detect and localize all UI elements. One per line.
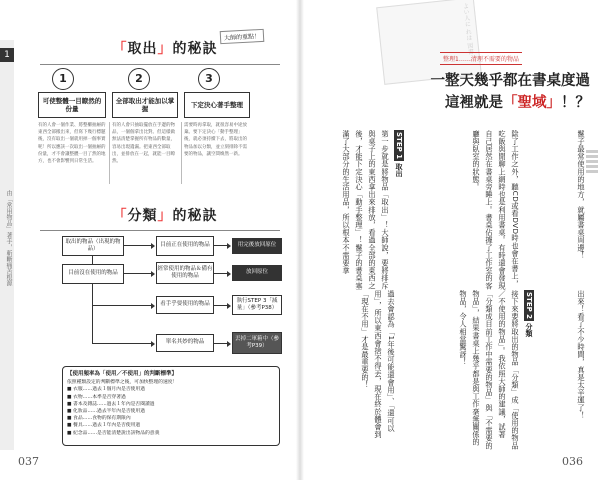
step1-heading: STEP 1取出: [395, 132, 403, 178]
flow-arrow: [214, 343, 228, 344]
flow-arrow-head: [151, 271, 155, 277]
flow-arrow-head: [151, 341, 155, 347]
step2-heading: STEP 2分類: [525, 292, 533, 338]
main-title-line-1: 一整天幾乎都在書桌度過: [430, 73, 590, 89]
page-number-left: 037: [18, 455, 39, 468]
flow-arrow: [214, 273, 228, 274]
flow-in-use-box: 目前正在使用的物品: [156, 236, 214, 256]
flow-start-box: 取出的物品（出現的物品）: [62, 236, 124, 256]
criteria-item: ■ 食品……食物的保有期限內: [67, 416, 131, 422]
flow-arrow: [214, 245, 228, 246]
body-text-f: 過去會認為「1年後可能還會用」、「還可以用」，所以東西會捨不得丟，現在終於體會到「現在不用」才是最重要的！: [361, 290, 396, 439]
flow-arrow-head: [227, 341, 231, 347]
flow-step2-box: 丟掉二軍箱中（參考P39）: [232, 332, 282, 354]
chapter-number: 1: [0, 48, 14, 62]
master-point-tag: 大師的重點！: [220, 29, 265, 44]
flow-arrow: [124, 273, 152, 274]
right-page: [300, 0, 600, 480]
chapter-side-tab: [0, 40, 14, 450]
tip-number-3: 3: [198, 68, 220, 90]
flow-not-in-use-box: 目前沒在使用的物品: [62, 264, 124, 284]
criteria-item: ■ 紀念品……是否能清楚說出該物品的意義: [67, 430, 160, 436]
flow-arrow: [214, 305, 228, 306]
flow-arrow-head: [151, 303, 155, 309]
tip-heading-1: 可使整體一目瞭然的份量: [38, 92, 106, 118]
section-tag: 整理1……清理不需要的物品: [440, 52, 522, 65]
flow-step3-box: 執行STEP 3「減量」（參考P38）: [232, 295, 282, 315]
flow-arrow: [92, 343, 152, 344]
flow-arrow-head: [227, 271, 231, 277]
flow-want-fix-box: 看手乎要使用的物品: [156, 296, 214, 314]
flow-arrow-head: [151, 243, 155, 249]
tip-heading-3: 下定決心著手整理: [184, 92, 250, 118]
flow-arrow: [92, 256, 93, 264]
flow-arrow-head: [227, 303, 231, 309]
body-text-b: 除了工作之外，聽CD或看DVD時也會在書上，吃飯與閒聊上網時也是利用書桌。有時還會發現自己居然在書桌旁睡上。書桌佔據了工作室的客廳與臥室的狀態。: [472, 130, 520, 290]
criteria-intro: 依照種類設定的判斷標準之後，可加快整理的速度！: [67, 380, 178, 386]
criteria-item: ■ 衣物……本季是否穿著過: [67, 394, 126, 400]
tip-number-1: 1: [52, 68, 74, 90]
body-text-a: 鬣子最常使用的地方，就屬書桌周邊！: [577, 130, 586, 260]
criteria-box: [62, 366, 280, 446]
criteria-item: ■ 化妝品……過去半年內是否使用過: [67, 409, 146, 414]
chapter-side-text: 由「常用物品」著手，斬斷痛苦根源: [5, 190, 12, 286]
torichu-section-title: 「取出」的秘訣: [112, 41, 218, 57]
right-edge-stripes: [586, 150, 598, 175]
body-text-e: 接下來要將取出的物品「分類」成「使用的物品／不使用的物品」。我依照大師的建議，試著「分類成目前工作中需要的物品」與「不需要的物品」，結果書桌上幾乎都是與工作毫無關係的物品，令人相當驚訝！: [459, 290, 520, 450]
divider: [109, 122, 110, 184]
bunrui-section-title: 「分類」的秘訣: [112, 208, 218, 224]
flow-arrow: [124, 245, 152, 246]
criteria-item: ■ 衣服……過去１個月內是否使用過: [67, 387, 146, 393]
flow-no-use-box: 單名其妙的物品: [156, 334, 214, 352]
tip-desc-3: 需要時再拿取，就很容易中途放棄。要下定決心「動手整理」後，就必須持續下去，將取出的物品加以分類，並立刻排除不需要的物品，讓空間煥然一新。: [184, 123, 247, 157]
tip-desc-1: 有的人會一個作業、將整櫃抽屜的東西全部搬出來，但寫下幾行標題後，沒有取出一個就用掉一個事實呢！所以應該一次取出一個抽屜的份量，才不會讓整體一目了然的地方，也不會影響到日常生活。: [38, 123, 106, 164]
main-title-line-2: 這裡就是「聖域」！？: [445, 95, 590, 111]
flow-arrow-head: [227, 243, 231, 249]
divider: [40, 64, 280, 65]
page-number-right: 036: [562, 455, 583, 468]
criteria-item: ■ 餐具……過去１年內是否使用過: [67, 423, 141, 429]
flow-frequent-box: 經常使用的物品＆備有使用的物品: [156, 262, 214, 284]
body-text-d: 出來！看了不少時間，真是太辛運了！: [577, 290, 586, 420]
background-book-image: よい人に れは 図書: [376, 0, 482, 85]
flow-arrow: [92, 305, 152, 306]
tip-desc-2: 有的人會只抽取擺放在手邊的物品，一個個拿出比對。但這樣做無法清楚掌握所有物品的數量，容易出現遺漏。把東西全部取出，並排放在一起，就能一目瞭然。: [112, 123, 175, 164]
criteria-title: 【使用頻率為「使用／不使用」的判斷標準】: [67, 371, 178, 377]
flow-return-box: 用完後放回原位: [232, 238, 282, 254]
tip-number-2: 2: [128, 68, 150, 90]
tip-heading-2: 全部取出才能加以掌握: [112, 92, 178, 118]
criteria-item: ■ 書本及雜誌……過去１年內是否閱讀過: [67, 401, 155, 407]
step2-badge: STEP 2: [525, 292, 533, 320]
flow-arrow: [92, 284, 93, 344]
flow-back-box: 放回原位: [232, 265, 282, 281]
divider: [181, 122, 182, 184]
divider: [40, 230, 280, 231]
body-text-c: 第一步就是將物品「取出」！大師說，要將排斥與桌子上的東西拿出來排放，看過全部的東西之後，才能下定決心「動手整理」！鬣子的書桌塞滿了大部分的生活用品，所以根本不需要拿: [342, 130, 390, 290]
step1-badge: STEP 1: [395, 132, 403, 160]
